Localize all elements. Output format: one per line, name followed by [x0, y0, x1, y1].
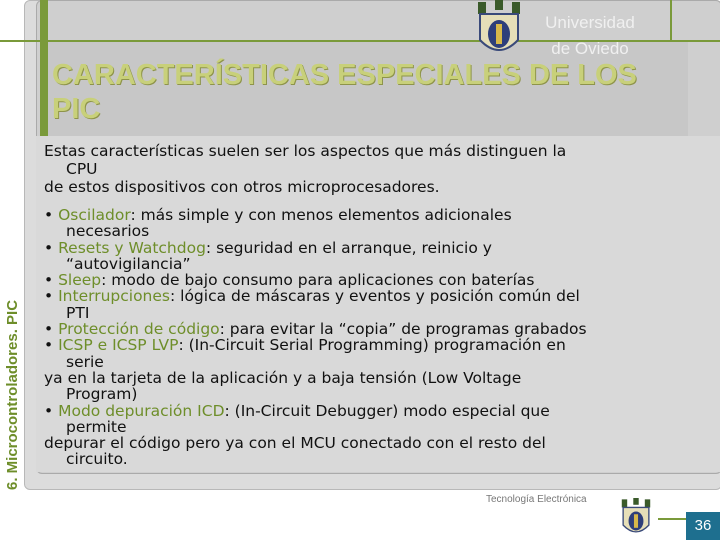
- list-item: [44, 272, 684, 288]
- bullet-marker: •: [44, 271, 54, 290]
- university-name-line1: Universidad: [545, 13, 635, 32]
- intro-line-3: de estos dispositivos con otros microprocesadores.: [44, 178, 440, 196]
- footer-text: Tecnología Electrónica: [486, 494, 587, 505]
- bullet-marker: •: [44, 287, 54, 306]
- page-number-badge: 36: [686, 512, 720, 540]
- university-crest-icon: [616, 498, 656, 540]
- bullet-continuation-2: Program): [66, 385, 138, 404]
- bullet-continuation: serie: [66, 352, 104, 371]
- list-item: [44, 321, 684, 337]
- intro-paragraph: [44, 142, 664, 196]
- bullet-keyword: ICSP e ICSP LVP: [58, 336, 179, 355]
- bullet-keyword: Oscilador: [58, 206, 131, 224]
- list-item: [44, 288, 684, 321]
- university-name: [530, 10, 650, 62]
- bullet-text: : lógica de máscaras y eventos y posición común del: [169, 287, 580, 306]
- slide-title: CARACTERÍSTICAS ESPECIALES DE LOS PIC: [52, 59, 637, 125]
- bullet-text: : modo de bajo consumo para aplicaciones con baterías: [101, 271, 535, 290]
- bullet-continuation-2: circuito.: [66, 450, 128, 469]
- bullet-continuation: necesarios: [66, 222, 150, 241]
- list-item: [44, 207, 684, 240]
- bullet-keyword: Resets y Watchdog: [58, 238, 206, 257]
- bullet-text: : seguridad en el arranque, reinicio y: [205, 238, 492, 257]
- header-left-bar: [40, 0, 48, 136]
- bullet-marker: •: [44, 401, 54, 420]
- list-item: [44, 240, 684, 273]
- bullet-marker: •: [44, 336, 54, 355]
- bullet-marker: •: [44, 238, 54, 257]
- bullet-keyword: Modo depuración ICD: [58, 401, 225, 420]
- section-label: 6. Microcontroladores. PIC: [4, 299, 21, 490]
- features-list: [44, 207, 684, 468]
- bullet-marker: •: [44, 206, 54, 224]
- intro-line-1: Estas características suelen ser los aspectos que más distinguen la: [44, 142, 567, 160]
- university-name-line2: de Oviedo: [551, 39, 629, 58]
- bullet-keyword: Interrupciones: [58, 287, 170, 306]
- university-crest-icon: [470, 0, 528, 62]
- bullet-text: : más simple y con menos elementos adicionales: [130, 206, 512, 224]
- bullet-keyword: Protección de código: [58, 320, 220, 339]
- bullet-text: : (In-Circuit Debugger) modo especial que: [224, 401, 550, 420]
- bullet-continuation-flush: depurar el código pero ya con el MCU conectado con el resto del: [44, 434, 546, 453]
- list-item: [44, 337, 684, 402]
- intro-line-2: CPU: [66, 160, 98, 178]
- bullet-text: : para evitar la “copia” de programas grabados: [219, 320, 587, 339]
- list-item: [44, 403, 684, 468]
- bullet-keyword: Sleep: [58, 271, 102, 290]
- bullet-continuation: permite: [66, 417, 127, 436]
- header-vertical-rule: [670, 0, 672, 40]
- bullet-text: : (In-Circuit Serial Programming) programación en: [178, 336, 566, 355]
- bullet-continuation-flush: ya en la tarjeta de la aplicación y a baja tensión (Low Voltage: [44, 368, 522, 387]
- bullet-continuation: PTI: [66, 303, 90, 322]
- bullet-marker: •: [44, 320, 54, 339]
- footer-rule: [658, 518, 686, 520]
- bullet-continuation: “autovigilancia”: [66, 254, 191, 273]
